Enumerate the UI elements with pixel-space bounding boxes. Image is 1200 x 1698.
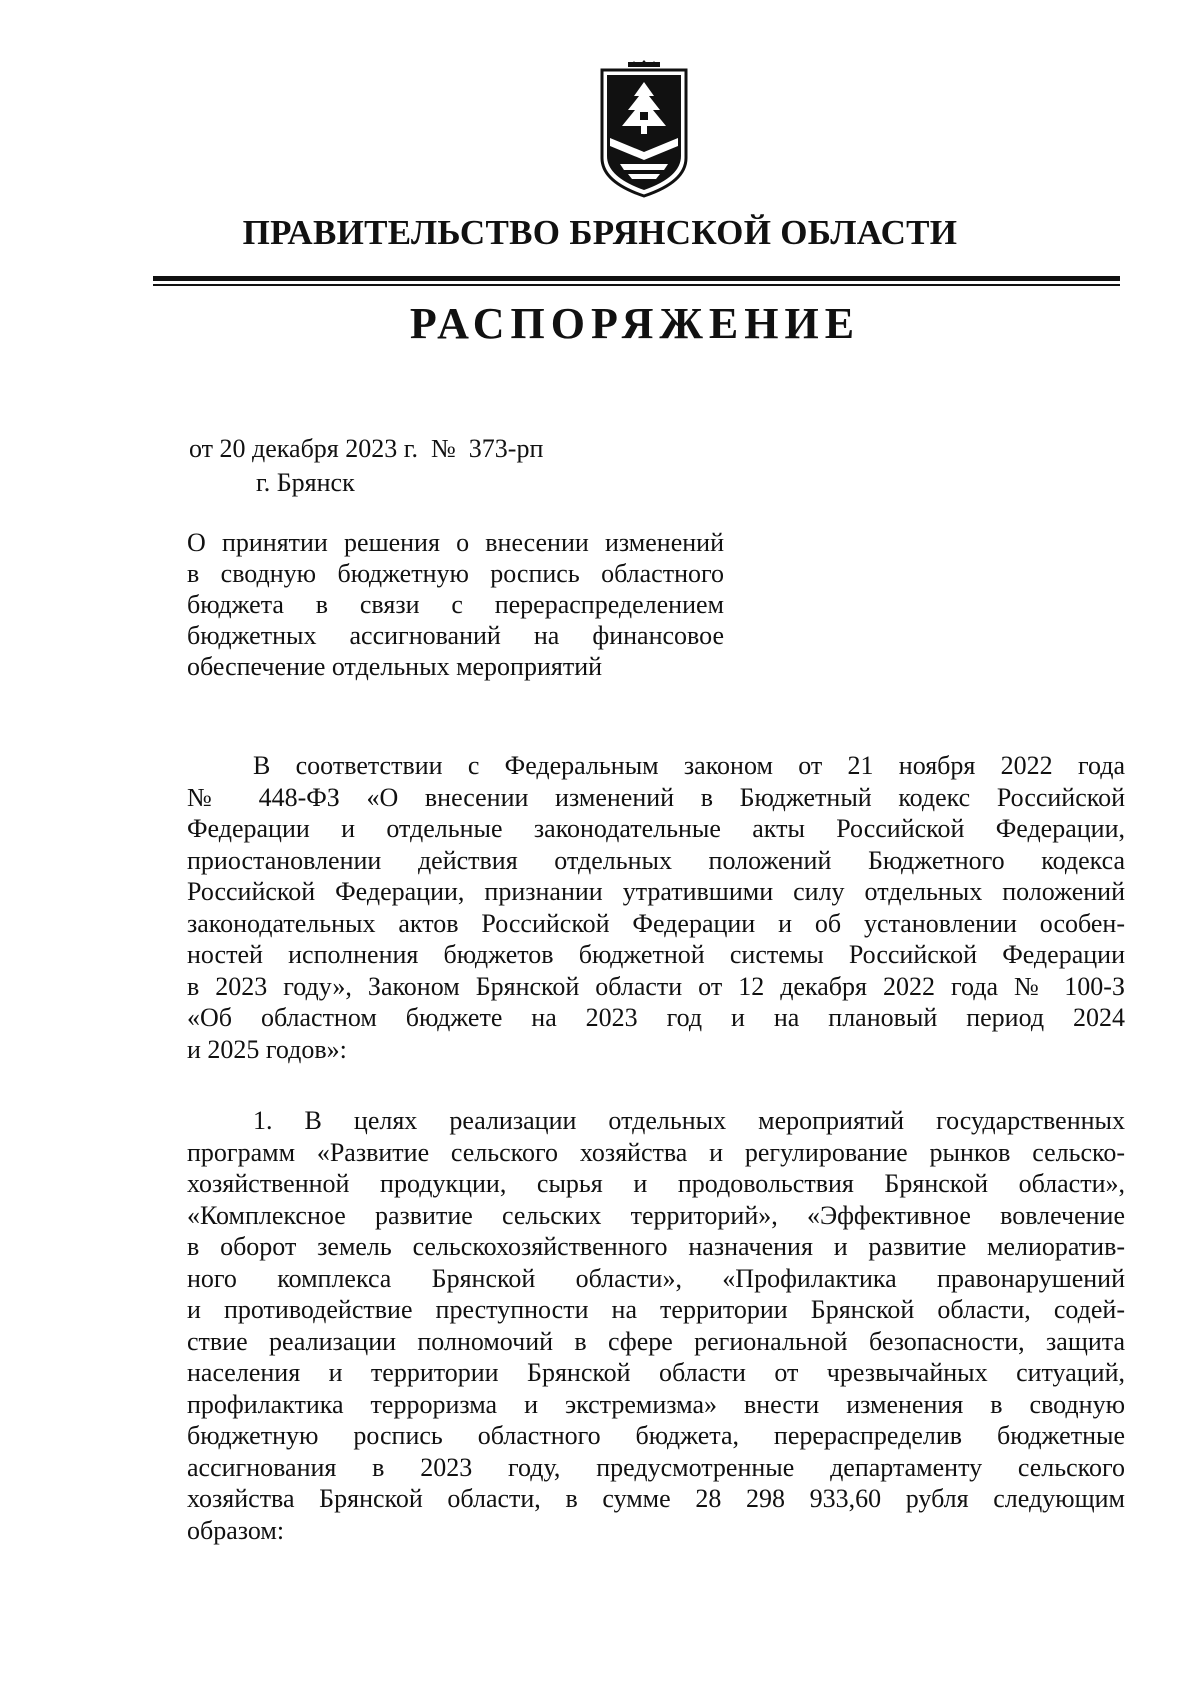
paragraph-line: № 448-ФЗ «О внесении изменений в Бюджетный кодекс Российской <box>187 782 1125 812</box>
paragraph-line: программ «Развитие сельского хозяйства и регулирование рынков сельско- <box>187 1137 1125 1167</box>
subject-line: обеспечение отдельных мероприятий <box>187 652 603 681</box>
paragraph-line: приостановлении действия отдельных положений Бюджетного кодекса <box>187 845 1125 875</box>
header-divider-thin <box>153 284 1120 286</box>
paragraph-line: ассигнования в 2023 году, предусмотренные департаменту сельского <box>187 1452 1125 1482</box>
paragraph-line: и 2025 годов»: <box>187 1034 347 1064</box>
subject-line: бюджета в связи с перераспределением <box>187 590 724 619</box>
paragraph-line: профилактика терроризма и экстремизма» внести изменения в сводную <box>187 1389 1125 1419</box>
header-divider-thick <box>153 276 1120 281</box>
paragraph-line: хозяйственной продукции, сырья и продовольствия Брянской области», <box>187 1169 1125 1198</box>
paragraph-line: ствие реализации полномочий в сфере региональной безопасности, защита <box>187 1326 1125 1356</box>
government-title: ПРАВИТЕЛЬСТВО БРЯНСКОЙ ОБЛАСТИ <box>242 213 958 252</box>
item-1-paragraph <box>187 1105 1125 1546</box>
paragraph-line: в оборот земель сельскохозяйственного назначения и развитие мелиоратив- <box>187 1232 1125 1261</box>
paragraph-line: ностей исполнения бюджетов бюджетной системы Российской Федерации <box>187 940 1125 969</box>
paragraph-line: Российской Федерации, признании утратившими силу отдельных положений <box>187 877 1125 906</box>
subject-line: О принятии решения о внесении изменений <box>187 528 724 557</box>
subject-line: бюджетных ассигнований на финансовое <box>187 621 724 650</box>
document-city: г. Брянск <box>256 468 355 497</box>
subject-line: в сводную бюджетную роспись областного <box>187 559 724 588</box>
paragraph-line: «Комплексное развитие сельских территорий», «Эффективное вовлечение <box>187 1200 1125 1230</box>
paragraph-line: Федерации и отдельные законодательные акты Российской Федерации, <box>187 814 1125 843</box>
paragraph-line: 1. В целях реализации отдельных мероприятий государственных <box>253 1106 1125 1135</box>
paragraph-line: В соответствии с Федеральным законом от 21 ноября 2022 года <box>253 751 1125 780</box>
document-subject <box>187 527 724 682</box>
paragraph-line: законодательных актов Российской Федерации и об установлении особен- <box>187 908 1125 938</box>
paragraph-line: «Об областном бюджете на 2023 год и на плановый период 2024 <box>187 1003 1125 1032</box>
paragraph-line: и противодействие преступности на территории Брянской области, содей- <box>187 1295 1125 1324</box>
document-date-number: от 20 декабря 2023 г. № 373-рп <box>189 434 544 463</box>
document-type-title: РАСПОРЯЖЕНИЕ <box>409 299 861 348</box>
paragraph-line: образом: <box>187 1515 285 1545</box>
coat-of-arms-icon <box>590 60 698 200</box>
paragraph-line: населения и территории Брянской области от чрезвычайных ситуаций, <box>187 1358 1125 1387</box>
paragraph-line: бюджетную роспись областного бюджета, перераспределив бюджетные <box>187 1421 1125 1450</box>
paragraph-line: хозяйства Брянской области, в сумме 28 298 933,60 рубля следующим <box>187 1484 1125 1513</box>
preamble-paragraph <box>187 750 1125 1065</box>
paragraph-line: ного комплекса Брянской области», «Профилактика правонарушений <box>187 1263 1125 1293</box>
paragraph-line: в 2023 году», Законом Брянской области от 12 декабря 2022 года № 100-З <box>187 971 1125 1001</box>
